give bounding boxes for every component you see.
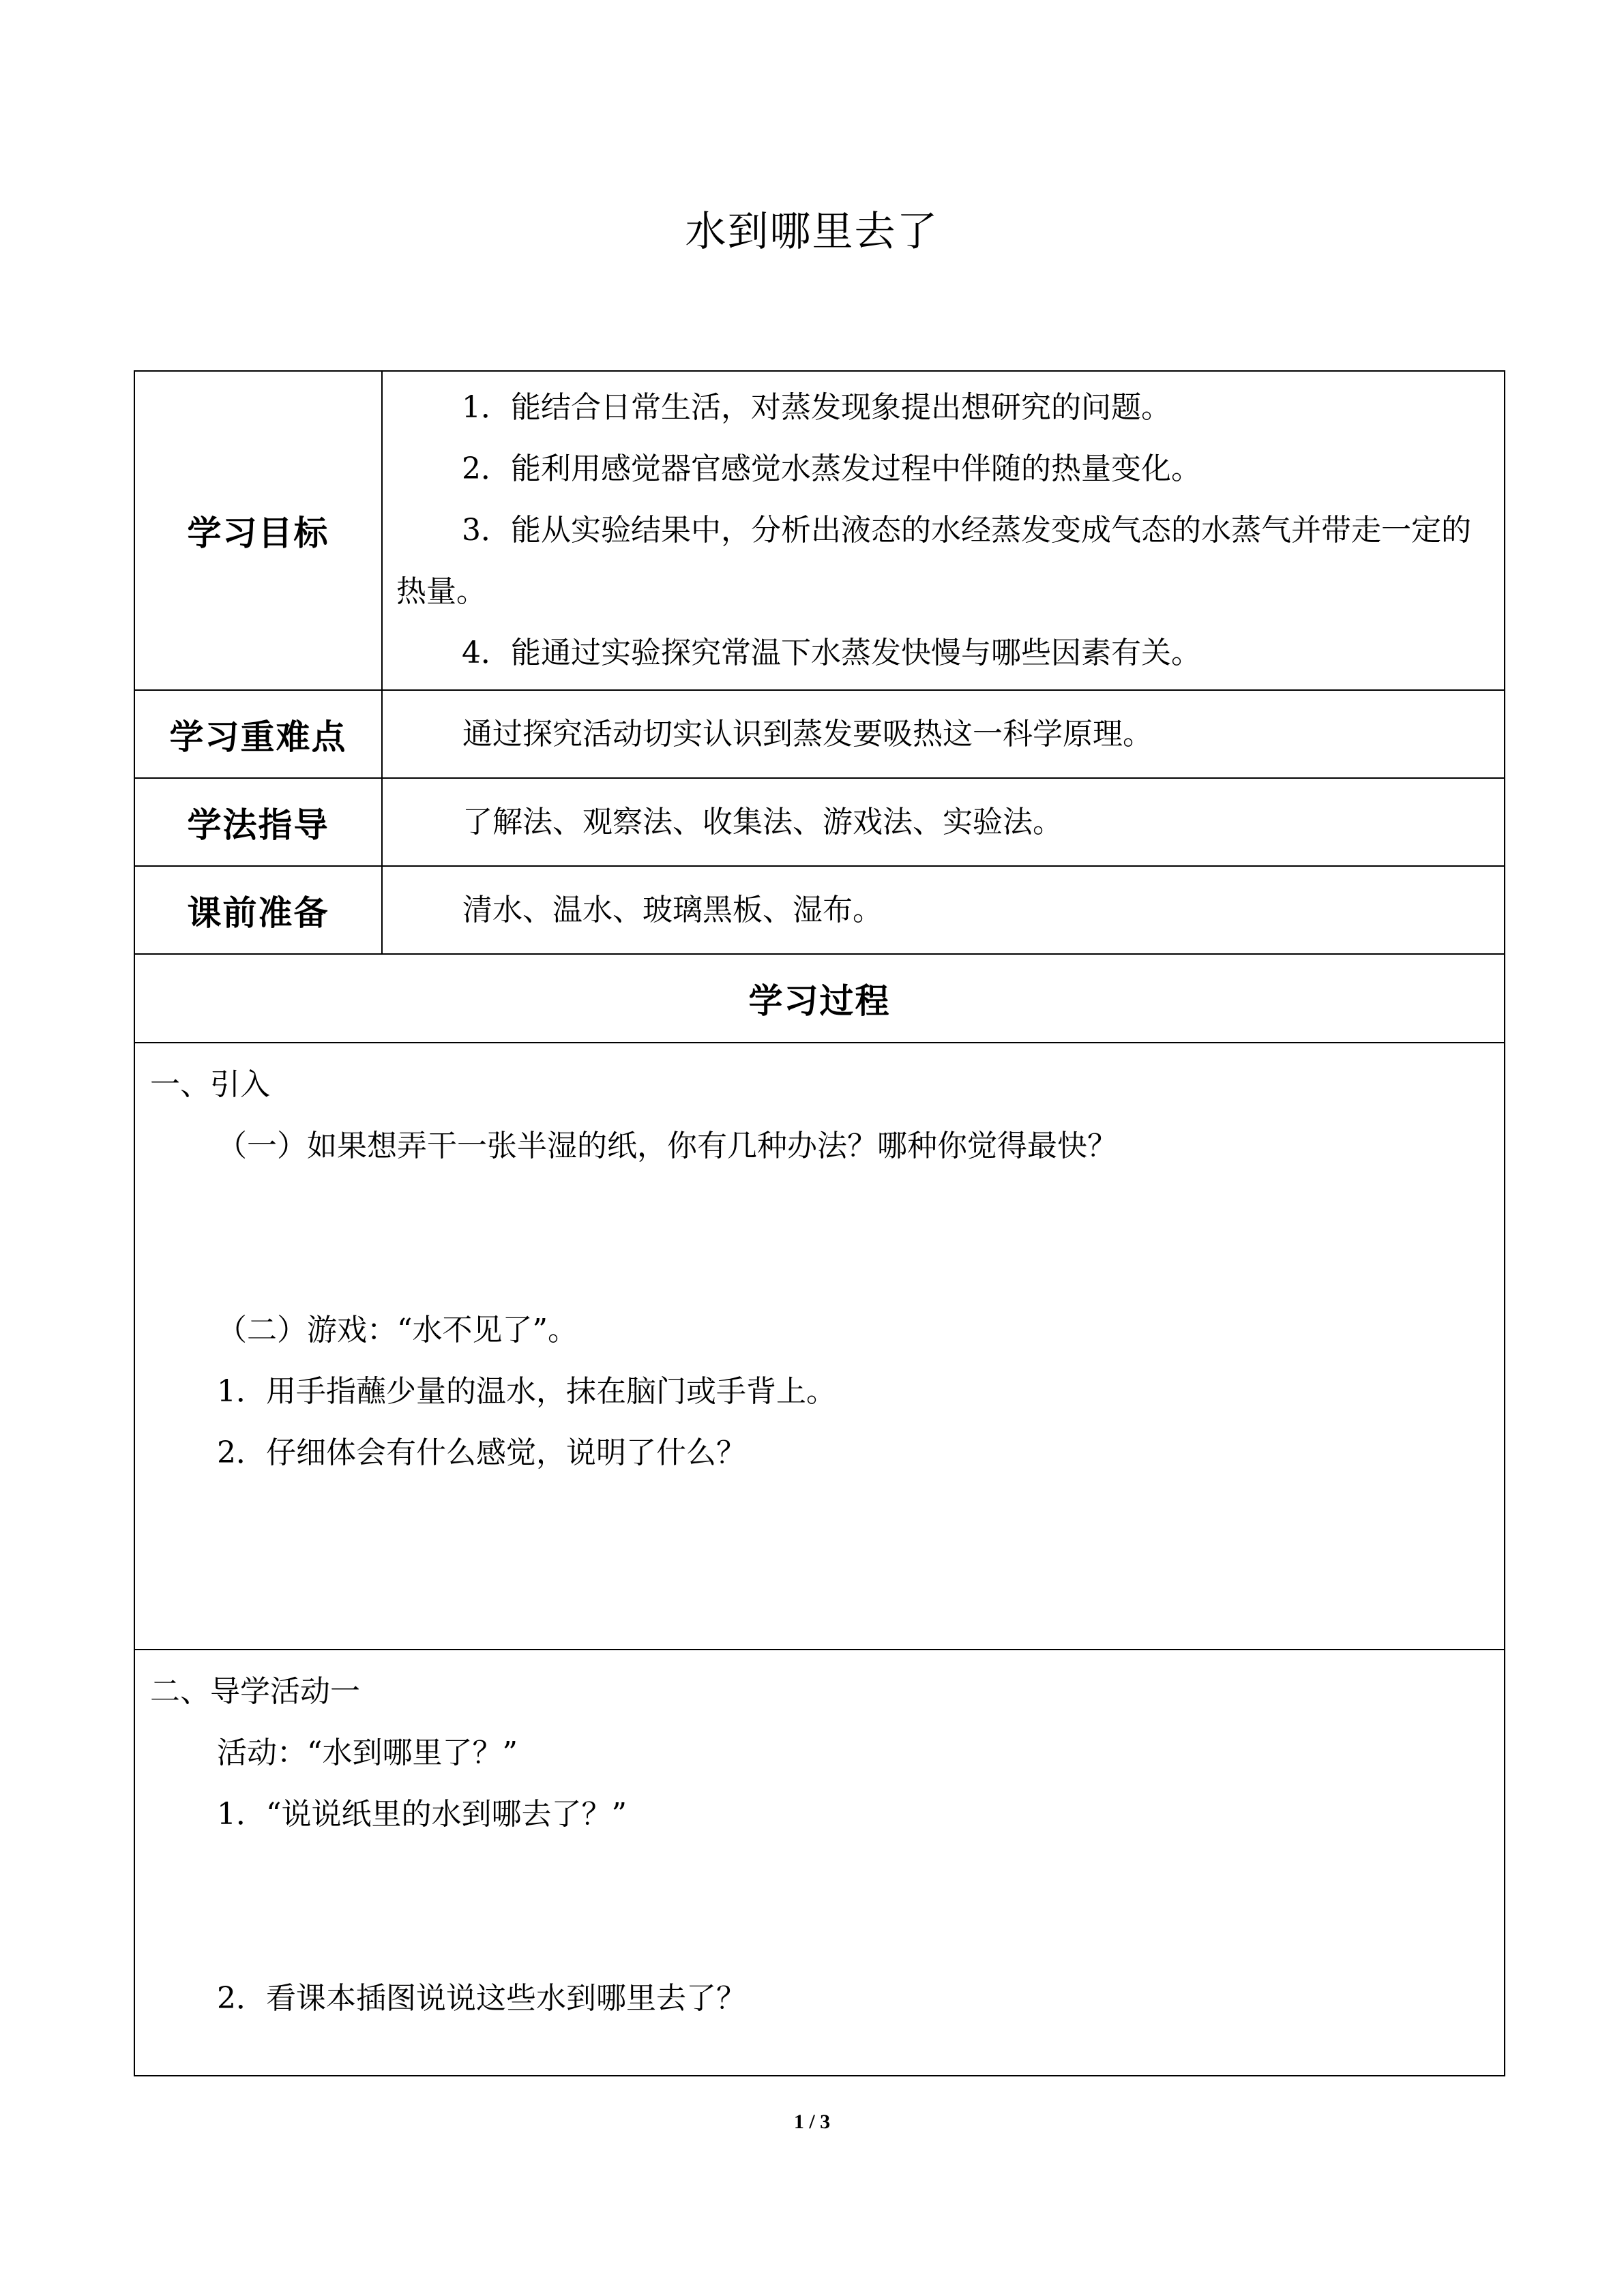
activity1-question-1: 1．“说说纸里的水到哪去了？” bbox=[217, 1797, 627, 1832]
process-heading: 学习过程 bbox=[134, 954, 1505, 1043]
preparation-label: 课前准备 bbox=[134, 866, 382, 954]
method-value: 了解法、观察法、收集法、游戏法、实验法。 bbox=[382, 778, 1505, 866]
key-points-value: 通过探究活动切实认识到蒸发要吸热这一科学原理。 bbox=[382, 690, 1505, 778]
lesson-plan-table bbox=[134, 370, 1505, 2076]
activity1-section bbox=[134, 1650, 1505, 2076]
key-points-row bbox=[134, 690, 1505, 778]
method-row bbox=[134, 778, 1505, 866]
preparation-value: 清水、温水、玻璃黑板、湿布。 bbox=[382, 866, 1505, 954]
objectives-row bbox=[134, 371, 1505, 690]
objective-item: 3．能从实验结果中，分析出液态的水经蒸发变成气态的水蒸气并带走一定的热量。 bbox=[396, 513, 1471, 609]
objective-item: 2．能利用感觉器官感觉水蒸发过程中伴随的热量变化。 bbox=[462, 451, 1201, 486]
intro-section bbox=[134, 1043, 1505, 1650]
answer-space bbox=[150, 1907, 1490, 1968]
page-number: 1 / 3 bbox=[793, 2111, 831, 2133]
intro-question-1: （一）如果想弄干一张半湿的纸，你有几种办法？哪种你觉得最快？ bbox=[217, 1129, 1117, 1163]
answer-space bbox=[150, 1845, 1490, 1907]
activity1-title: 二、导学活动一 bbox=[150, 1674, 360, 1709]
intro-section-row bbox=[134, 1043, 1505, 1650]
objective-item: 1．能结合日常生活，对蒸发现象提出想研究的问题。 bbox=[462, 390, 1171, 425]
key-points-label: 学习重难点 bbox=[134, 690, 382, 778]
intro-title: 一、引入 bbox=[150, 1067, 270, 1102]
activity1-question-2: 2．看课本插图说说这些水到哪里去了？ bbox=[217, 1981, 746, 2016]
activity1-activity: 活动：“水到哪里了？” bbox=[217, 1735, 518, 1770]
objectives-cell bbox=[382, 371, 1505, 690]
method-label: 学法指导 bbox=[134, 778, 382, 866]
objectives-label: 学习目标 bbox=[134, 371, 382, 690]
intro-step-2: 2．仔细体会有什么感觉，说明了什么？ bbox=[217, 1435, 746, 1470]
preparation-row bbox=[134, 866, 1505, 954]
answer-space bbox=[150, 1177, 1490, 1238]
intro-game: （二）游戏：“水不见了”。 bbox=[217, 1313, 578, 1347]
answer-space bbox=[150, 1238, 1490, 1300]
activity1-section-row bbox=[134, 1650, 1505, 2076]
process-heading-row bbox=[134, 954, 1505, 1043]
objective-item: 4．能通过实验探究常温下水蒸发快慢与哪些因素有关。 bbox=[462, 636, 1201, 670]
page-title: 水到哪里去了 bbox=[685, 208, 939, 256]
intro-step-1: 1．用手指蘸少量的温水，抹在脑门或手背上。 bbox=[217, 1374, 836, 1409]
